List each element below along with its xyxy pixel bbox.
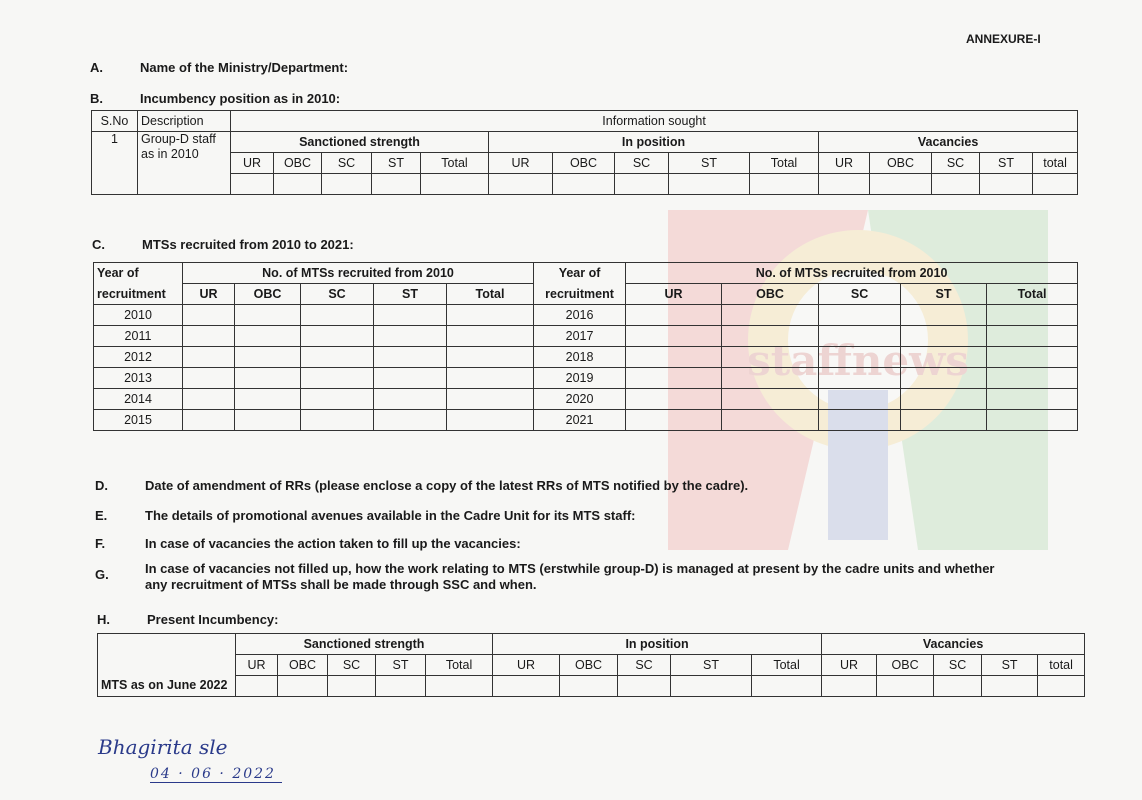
table-row (94, 368, 1078, 389)
col-header: SC (618, 655, 671, 676)
col-header: UR (822, 655, 877, 676)
col-header: UR (493, 655, 560, 676)
year-header-right-2: recruitment (534, 284, 626, 305)
sanctioned-strength-header: Sanctioned strength (231, 132, 489, 153)
section-a: A. Name of the Ministry/Department: (90, 60, 349, 75)
vacancies-header: Vacancies (819, 132, 1078, 153)
col-header: ST (980, 153, 1033, 174)
year-cell: 2016 (534, 305, 626, 326)
col-header: UR (236, 655, 278, 676)
table-row (94, 326, 1078, 347)
col-header: OBC (553, 153, 615, 174)
table-row (94, 305, 1078, 326)
table-row (94, 389, 1078, 410)
recruited-header-left: No. of MTSs recruited from 2010 (183, 263, 534, 284)
col-header: SC (932, 153, 980, 174)
signature: Bhagirita sle (98, 735, 228, 759)
table-incumbency-2010 (91, 110, 1078, 195)
col-header: total (1033, 153, 1078, 174)
year-cell: 2010 (94, 305, 183, 326)
table-row (92, 174, 1078, 195)
year-cell: 2014 (94, 389, 183, 410)
section-h: H. Present Incumbency: (97, 612, 279, 627)
col-header: OBC (560, 655, 618, 676)
recruited-header-right: No. of MTSs recruited from 2010 (626, 263, 1078, 284)
section-b: B. Incumbency position as in 2010: (90, 91, 341, 106)
year-cell: 2019 (534, 368, 626, 389)
col-header: ST (669, 153, 750, 174)
col-header: Total (421, 153, 489, 174)
col-header: Total (752, 655, 822, 676)
col-header: ST (372, 153, 421, 174)
col-header: UR (183, 284, 235, 305)
year-cell: 2011 (94, 326, 183, 347)
table-row (94, 347, 1078, 368)
col-header: SC (301, 284, 374, 305)
year-cell: 2015 (94, 410, 183, 431)
col-header: OBC (877, 655, 934, 676)
col-header: UR (231, 153, 274, 174)
col-header: OBC (722, 284, 819, 305)
col-header: ST (671, 655, 752, 676)
table-present-incumbency (97, 633, 1085, 697)
col-header: ST (982, 655, 1038, 676)
col-header: SC (322, 153, 372, 174)
year-cell: 2021 (534, 410, 626, 431)
col-header: OBC (235, 284, 301, 305)
year-cell: 2020 (534, 389, 626, 410)
information-sought-header: Information sought (231, 111, 1078, 132)
col-header: UR (626, 284, 722, 305)
mts-row-label: MTS as on June 2022 (98, 634, 236, 697)
col-header: Total (750, 153, 819, 174)
col-header: ST (374, 284, 447, 305)
description-cell: Group-D staff as in 2010 (138, 132, 231, 195)
year-cell: 2018 (534, 347, 626, 368)
col-header: OBC (278, 655, 328, 676)
section-f: F. In case of vacancies the action taken to fill up the vacancies: (95, 536, 521, 551)
annexure-label: ANNEXURE-I (966, 32, 1041, 46)
year-cell: 2017 (534, 326, 626, 347)
col-header: SC (615, 153, 669, 174)
section-c: C. MTSs recruited from 2010 to 2021: (92, 237, 354, 252)
in-position-header: In position (493, 634, 822, 655)
col-header: total (1038, 655, 1085, 676)
year-header-left-2: recruitment (94, 284, 183, 305)
year-cell: 2012 (94, 347, 183, 368)
sno-cell: 1 (92, 132, 138, 195)
col-header: Total (447, 284, 534, 305)
vacancies-header: Vacancies (822, 634, 1085, 655)
description-header: Description (138, 111, 231, 132)
year-header-left: Year of (94, 263, 183, 284)
col-header: Total (987, 284, 1078, 305)
col-header: SC (328, 655, 376, 676)
table-mts-recruited (93, 262, 1078, 431)
col-header: UR (819, 153, 870, 174)
col-header: UR (489, 153, 553, 174)
sanctioned-strength-header: Sanctioned strength (236, 634, 493, 655)
section-e: E. The details of promotional avenues available in the Cadre Unit for its MTS staff: (95, 508, 636, 523)
watermark-text: staffnews (747, 336, 969, 385)
year-cell: 2013 (94, 368, 183, 389)
section-g: G. In case of vacancies not filled up, how the work relating to MTS (erstwhile group-D) is managed at present by the cadre units and whether any recruitment of MTSs shall be made through SSC and when. (95, 561, 995, 592)
col-header: SC (819, 284, 901, 305)
table-row (94, 410, 1078, 431)
table-row (98, 676, 1085, 697)
col-header: SC (934, 655, 982, 676)
year-header-right: Year of (534, 263, 626, 284)
col-header: ST (901, 284, 987, 305)
section-d: D. Date of amendment of RRs (please enclose a copy of the latest RRs of MTS notified by the cadre). (95, 478, 749, 493)
col-header: Total (426, 655, 493, 676)
in-position-header: In position (489, 132, 819, 153)
signature-date: 04 · 06 · 2022 (150, 766, 282, 783)
sno-header: S.No (92, 111, 138, 132)
col-header: OBC (274, 153, 322, 174)
col-header: OBC (870, 153, 932, 174)
col-header: ST (376, 655, 426, 676)
